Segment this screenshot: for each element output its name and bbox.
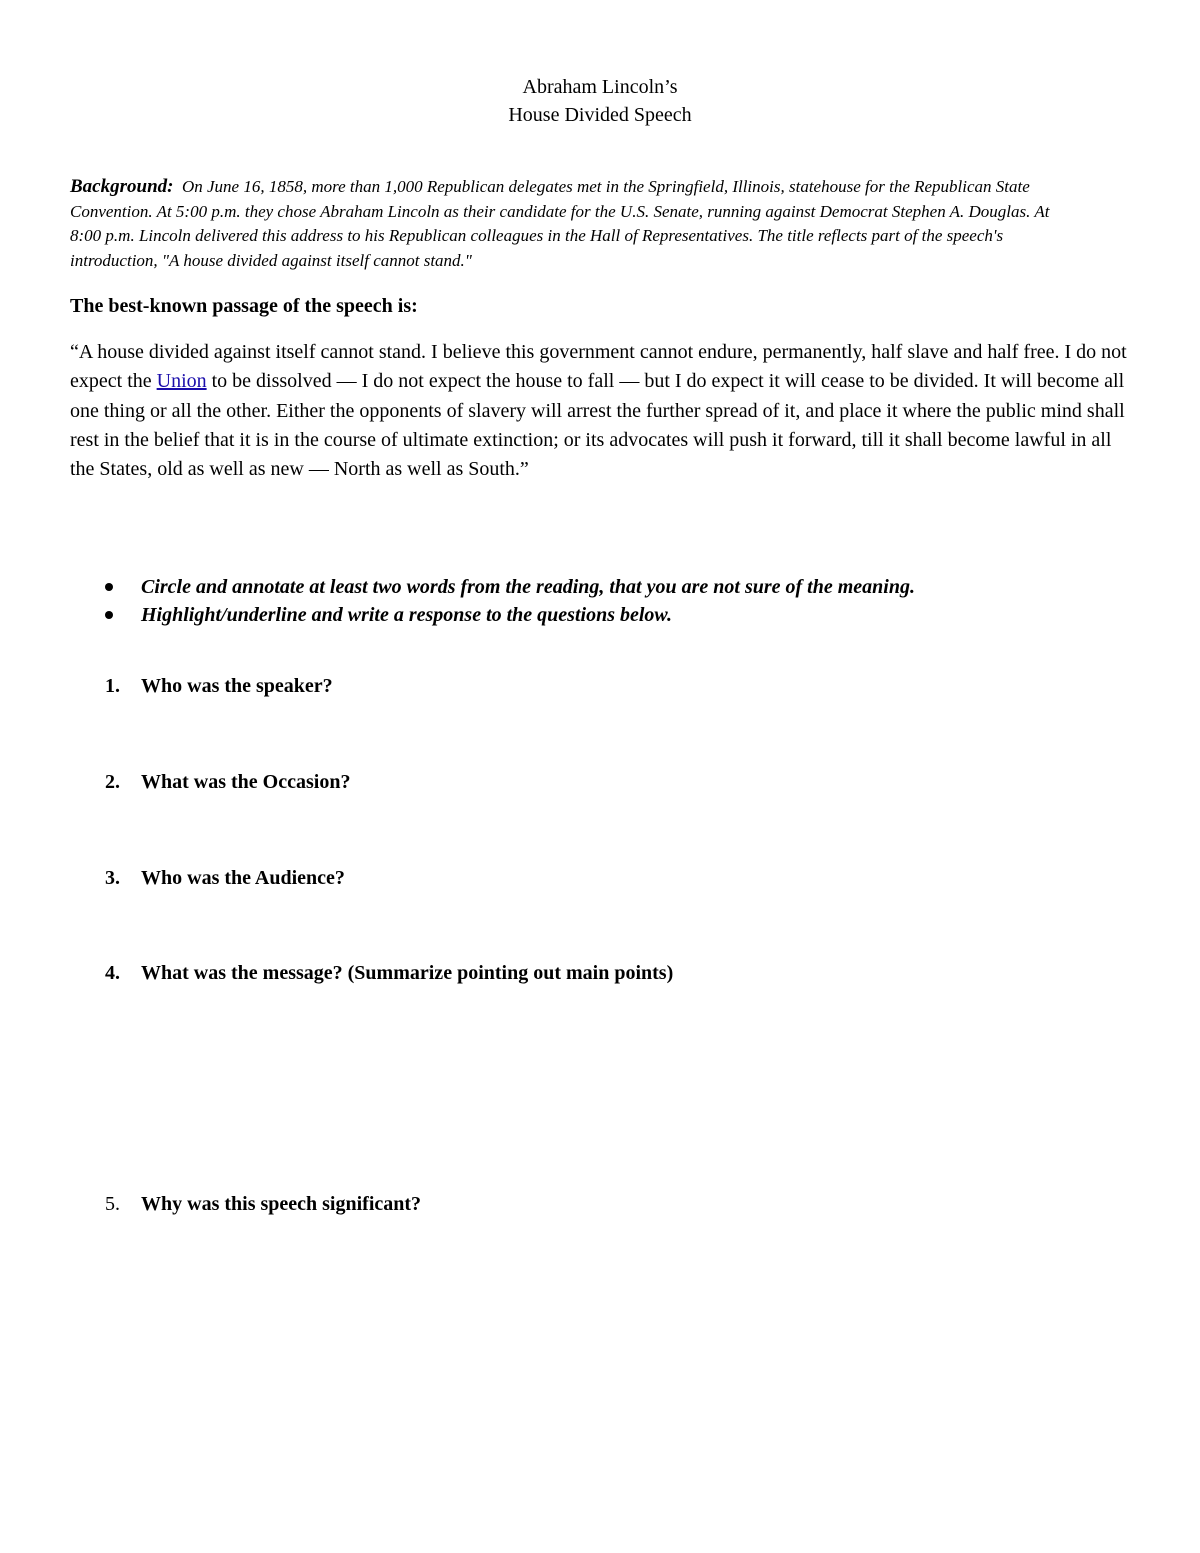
question-text: Who was the speaker?	[141, 675, 333, 697]
question-3	[105, 864, 345, 892]
question-4	[105, 959, 673, 987]
question-1	[105, 672, 333, 700]
question-2	[105, 768, 350, 796]
document-title-line-2: House Divided Speech	[508, 104, 692, 126]
question-number: 1.	[105, 675, 120, 697]
quote-text-after-link: to be dissolved — I do not expect the house to fall — but I do expect it will cease to be divided. It will become all one thing or all the other. Either the opponents of slavery will arrest the further spread of it, and place it where the public mind shall rest in the belief that it is in the course of ultimate extinction; or its advocates will push it forward, till it shall become lawful in all the States, old as well as new — North as well as South.”	[70, 370, 1125, 481]
background-label: Background:	[70, 176, 174, 197]
question-text: Who was the Audience?	[141, 867, 345, 889]
bullet-icon	[105, 583, 113, 591]
speech-quote	[70, 338, 1130, 484]
question-text: What was the Occasion?	[141, 771, 351, 793]
background-text: On June 16, 1858, more than 1,000 Republican delegates met in the Springfield, Illinois, statehouse for the Republican State Convention. At 5:00 p.m. they chose Abraham Lincoln as their candidate for the U.S. Senate, running against Democrat Stephen A. Douglas. At 8:00 p.m. Lincoln delivered this address to his Republican colleagues in the Hall of Representatives. The title reflects part of the speech's introduction, "A house divided against itself cannot stand."	[70, 177, 1050, 270]
quote-text-before-link: “A house divided against itself cannot stand. I believe this government cannot endure, permanently, half slave and half free. I do not expect the	[70, 341, 1127, 393]
instruction-list	[105, 573, 915, 629]
question-number: 4.	[105, 962, 120, 984]
instruction-item	[105, 573, 915, 601]
passage-heading: The best-known passage of the speech is:	[70, 295, 418, 317]
question-number: 3.	[105, 867, 120, 889]
union-link[interactable]: Union	[156, 370, 207, 393]
bullet-icon	[105, 611, 113, 619]
question-number: 5.	[105, 1193, 120, 1215]
question-5	[105, 1190, 421, 1218]
document-title-line-1: Abraham Lincoln’s	[522, 76, 678, 98]
instruction-item	[105, 601, 915, 629]
question-text: What was the message? (Summarize pointing out main points)	[141, 962, 674, 984]
question-text: Why was this speech significant?	[141, 1193, 422, 1215]
question-number: 2.	[105, 771, 120, 793]
instruction-text: Circle and annotate at least two words from the reading, that you are not sure of the meaning.	[141, 576, 915, 598]
background-paragraph	[70, 175, 1080, 273]
instruction-text: Highlight/underline and write a response to the questions below.	[141, 604, 673, 626]
